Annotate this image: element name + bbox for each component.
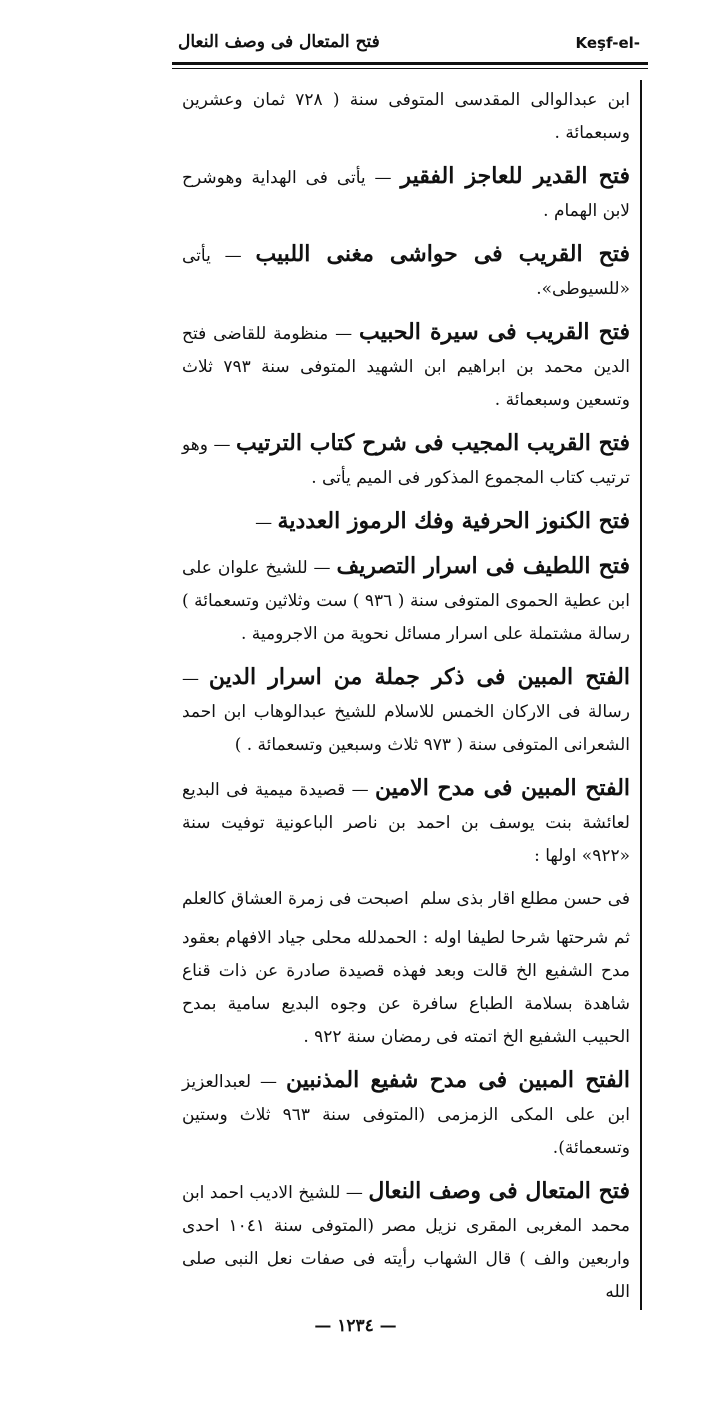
entry-text: — يأتى فى الهداية وهوشرح لابن الهمام . bbox=[182, 168, 630, 221]
entry-title: فتح القدير للعاجز الفقير bbox=[400, 163, 630, 189]
entry bbox=[182, 82, 630, 150]
entry bbox=[182, 772, 630, 873]
running-header bbox=[172, 26, 648, 62]
header-rule-thin bbox=[172, 68, 648, 69]
header-rule-thick bbox=[172, 62, 648, 65]
entry-title: فتح المتعال فى وصف النعال bbox=[368, 1178, 630, 1204]
entry bbox=[182, 1064, 630, 1165]
entry-text: — للشيخ علوان على ابن عطية الحموى المتوفى سنة ( ٩٣٦ ) ست وثلاثين وتسعمائة ) رسالة مشتملة على اسرار مسائل نحوية من الاجرومية . bbox=[182, 558, 630, 644]
entry-text: — رسالة فى الاركان الخمس للاسلام للشيخ عبدالوهاب ابن احمد الشعرانى المتوفى سنة ( ٩٧٣ ثلاث وسبعين وتسعمائة . ) bbox=[182, 669, 630, 755]
entry-title: الفتح المبين فى مدح شفيع المذنبين bbox=[285, 1067, 630, 1093]
entry bbox=[182, 427, 630, 495]
entry bbox=[182, 238, 630, 306]
margin-rule bbox=[640, 80, 642, 1310]
entry-text: — للشيخ الاديب احمد ابن محمد المغربى المقرى نزيل مصر (المتوفى سنة ١٠٤١ احدى واربعين والف ) قال الشهاب رأيته فى صفات نعل النبى صلى الله bbox=[182, 1183, 630, 1302]
entry-title: فتح القريب المجيب فى شرح كتاب الترتيب bbox=[236, 430, 630, 456]
poem-hemistich-second: اصبحت فى زمرة العشاق كالعلم bbox=[182, 889, 409, 909]
entry-text: ابن عبدالوالى المقدسى المتوفى سنة ( ٧٢٨ ثمان وعشرين وسبعمائة . bbox=[182, 90, 631, 143]
entry bbox=[182, 1175, 630, 1309]
entry-title: فتح القريب فى سيرة الحبيب bbox=[358, 319, 630, 345]
entry-title: فتح القريب فى حواشى مغنى اللبيب bbox=[255, 241, 630, 267]
entry-text: — قصيدة ميمية فى البديع لعائشة بنت يوسف بن احمد بن ناصر الباعونية توفيت سنة «٩٢٢» اولها : bbox=[182, 780, 630, 866]
entry bbox=[182, 160, 630, 228]
entry bbox=[182, 661, 630, 762]
entry-title: الفتح المبين فى مدح الامين bbox=[374, 775, 631, 801]
page-number: — ١٢٣٤ — bbox=[314, 1316, 397, 1336]
entry-text: — bbox=[255, 513, 278, 533]
entry bbox=[182, 316, 630, 417]
entry bbox=[182, 550, 630, 651]
entry-text: — يأتى «للسيوطى». bbox=[182, 246, 630, 299]
header-title: فتح المتعال فى وصف النعال bbox=[178, 32, 380, 52]
header-catchword: Keşf-el- bbox=[575, 34, 640, 52]
entry-text: — لعبدالعزيز ابن على المكى الزمزمى (المتوفى سنة ٩٦٣ ثلاث وستين وتسعمائة). bbox=[182, 1072, 631, 1158]
entry-text: — وهو ترتيب كتاب المجموع المذكور فى الميم يأتى . bbox=[182, 435, 630, 488]
entry bbox=[182, 505, 630, 540]
poem-hemistich-first: فى حسن مطلع اقار بذى سلم bbox=[419, 889, 630, 909]
main-text bbox=[182, 82, 630, 1312]
entry-title: الفتح المبين فى ذكر جملة من اسرار الدين bbox=[208, 664, 631, 690]
entry-text: — منظومة للقاضى فتح الدين محمد بن ابراهيم ابن الشهيد المتوفى سنة ٧٩٣ ثلاث وتسعين وسبعمائة . bbox=[182, 324, 630, 410]
entry-title: فتح اللطيف فى اسرار التصريف bbox=[336, 553, 630, 579]
entry-title: فتح الكنوز الحرفية وفك الرموز العددية bbox=[277, 508, 630, 534]
poem-verse bbox=[182, 883, 630, 916]
commentary-paragraph: ثم شرحتها شرحا لطيفا اوله : الحمدلله محلى جياد الافهام بعقود مدح الشفيع الخ قالت وبعد فهذه قصيدة صادرة عن ذات قناع شاهدة بسلامة الطباع سافرة عن وجوه البديع سامية بمدح الحبيب الشفيع الخ اتمته فى رمضان سنة ٩٢٢ . bbox=[182, 928, 630, 1047]
